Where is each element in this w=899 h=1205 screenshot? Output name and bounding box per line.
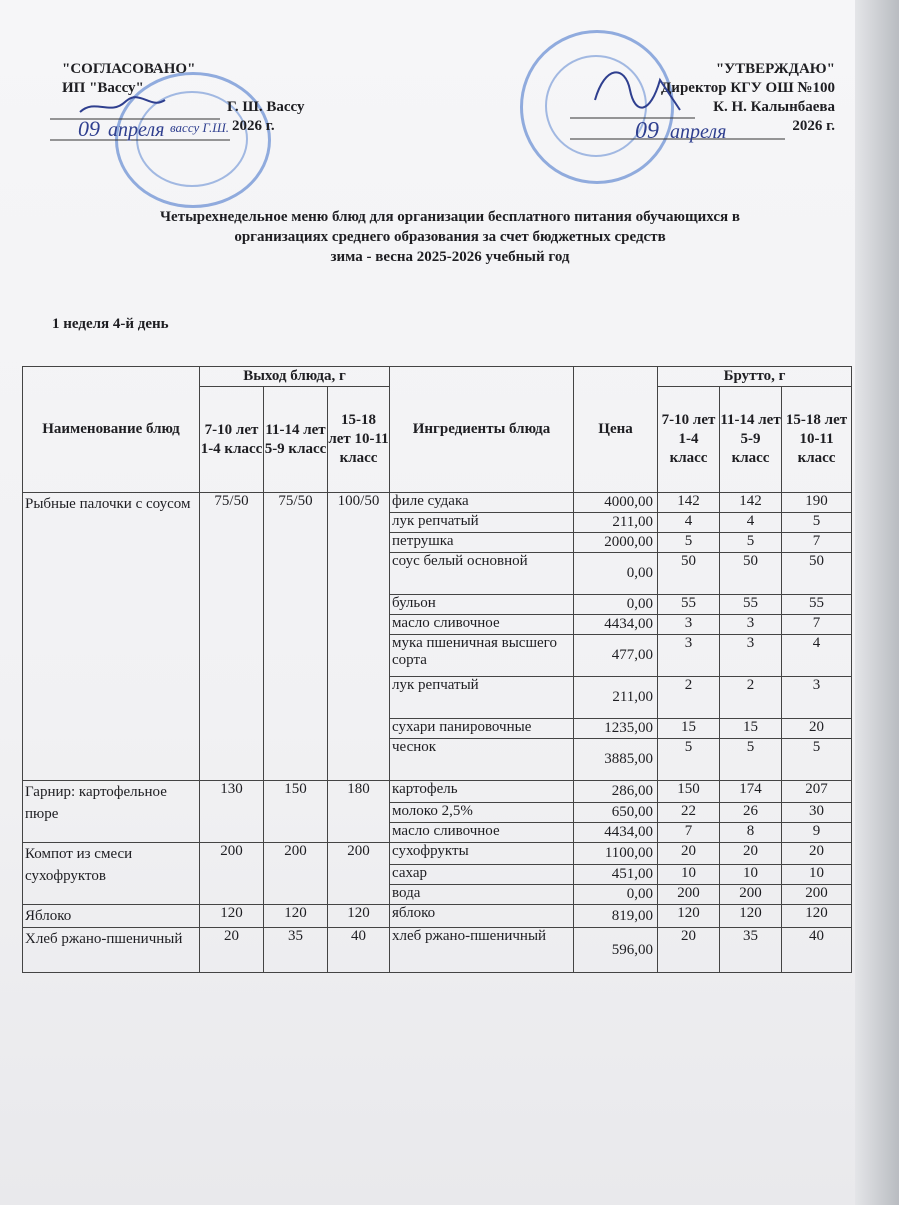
output-age-3: 180 bbox=[328, 781, 390, 843]
output-age-2: 120 bbox=[264, 905, 328, 928]
day-label: 1 неделя 4-й день bbox=[52, 316, 169, 332]
output-age-2: 150 bbox=[264, 781, 328, 843]
header-brutto-age-2: 11-14 лет 5-9 класс bbox=[720, 387, 782, 493]
brutto-age-3: 207 bbox=[782, 781, 852, 803]
approval-right-l3: К. Н. Калынбаева bbox=[713, 99, 835, 115]
output-age-1: 20 bbox=[200, 928, 264, 973]
brutto-age-3: 30 bbox=[782, 803, 852, 823]
brutto-age-2: 55 bbox=[720, 595, 782, 615]
brutto-age-1: 20 bbox=[658, 843, 720, 865]
dish-name: Хлеб ржано-пшеничный bbox=[23, 928, 200, 973]
ingredient-price: 4434,00 bbox=[574, 823, 658, 843]
ingredient-name: масло сливочное bbox=[390, 823, 574, 843]
brutto-age-1: 55 bbox=[658, 595, 720, 615]
output-age-2: 75/50 bbox=[264, 493, 328, 781]
approval-right-l4: 2026 г. bbox=[792, 118, 835, 134]
output-age-1: 120 bbox=[200, 905, 264, 928]
approval-right-l1: "УТВЕРЖДАЮ" bbox=[715, 61, 835, 77]
brutto-age-1: 20 bbox=[658, 928, 720, 973]
brutto-age-1: 22 bbox=[658, 803, 720, 823]
brutto-age-1: 7 bbox=[658, 823, 720, 843]
title-line-3: зима - весна 2025-2026 учебный год bbox=[330, 249, 570, 265]
output-age-1: 75/50 bbox=[200, 493, 264, 781]
ingredient-price: 1235,00 bbox=[574, 719, 658, 739]
brutto-age-3: 5 bbox=[782, 513, 852, 533]
document-title bbox=[60, 207, 840, 267]
ingredient-name: мука пшеничная высшего сорта bbox=[390, 635, 574, 677]
ingredient-name: сухари панировочные bbox=[390, 719, 574, 739]
ingredient-price: 0,00 bbox=[574, 595, 658, 615]
brutto-age-1: 50 bbox=[658, 553, 720, 595]
ingredient-name: чеснок bbox=[390, 739, 574, 781]
table-row bbox=[23, 493, 852, 513]
sign-right-month: апреля bbox=[670, 121, 727, 143]
brutto-age-2: 26 bbox=[720, 803, 782, 823]
ingredient-price: 650,00 bbox=[574, 803, 658, 823]
ingredient-price: 0,00 bbox=[574, 885, 658, 905]
dish-name: Гарнир: картофельное пюре bbox=[23, 781, 200, 843]
ingredient-price: 211,00 bbox=[574, 677, 658, 719]
ingredient-price: 3885,00 bbox=[574, 739, 658, 781]
signature-left bbox=[50, 90, 250, 150]
dish-name: Яблоко bbox=[23, 905, 200, 928]
header-dish-name: Наименование блюд bbox=[23, 367, 200, 493]
sign-left-name: вассу Г.Ш. bbox=[170, 120, 230, 135]
approval-left-l4: 2026 г. bbox=[232, 118, 275, 134]
brutto-age-1: 120 bbox=[658, 905, 720, 928]
header-output-age-3: 15-18 лет 10-11 класс bbox=[328, 387, 390, 493]
brutto-age-1: 5 bbox=[658, 533, 720, 553]
brutto-age-2: 20 bbox=[720, 843, 782, 865]
brutto-age-2: 10 bbox=[720, 865, 782, 885]
ingredient-name: соус белый основной bbox=[390, 553, 574, 595]
brutto-age-1: 10 bbox=[658, 865, 720, 885]
brutto-age-2: 3 bbox=[720, 635, 782, 677]
sign-right-date: 09 bbox=[635, 118, 659, 144]
sign-left-month: апреля bbox=[108, 119, 165, 141]
ingredient-price: 596,00 bbox=[574, 928, 658, 973]
approval-left-l1: "СОГЛАСОВАНО" bbox=[62, 61, 196, 77]
brutto-age-3: 7 bbox=[782, 615, 852, 635]
output-age-1: 130 bbox=[200, 781, 264, 843]
table-row bbox=[23, 905, 852, 928]
ingredient-name: петрушка bbox=[390, 533, 574, 553]
output-age-2: 35 bbox=[264, 928, 328, 973]
page-shadow bbox=[855, 0, 899, 1205]
dish-name: Компот из смеси сухофруктов bbox=[23, 843, 200, 905]
brutto-age-2: 2 bbox=[720, 677, 782, 719]
ingredient-name: сахар bbox=[390, 865, 574, 885]
ingredient-name: хлеб ржано-пшеничный bbox=[390, 928, 574, 973]
ingredient-price: 451,00 bbox=[574, 865, 658, 885]
brutto-age-3: 3 bbox=[782, 677, 852, 719]
ingredient-price: 4000,00 bbox=[574, 493, 658, 513]
brutto-age-2: 200 bbox=[720, 885, 782, 905]
brutto-age-2: 15 bbox=[720, 719, 782, 739]
ingredient-price: 477,00 bbox=[574, 635, 658, 677]
brutto-age-1: 3 bbox=[658, 615, 720, 635]
ingredient-price: 4434,00 bbox=[574, 615, 658, 635]
header-price: Цена bbox=[574, 367, 658, 493]
output-age-3: 100/50 bbox=[328, 493, 390, 781]
brutto-age-2: 3 bbox=[720, 615, 782, 635]
brutto-age-3: 55 bbox=[782, 595, 852, 615]
brutto-age-2: 174 bbox=[720, 781, 782, 803]
output-age-1: 200 bbox=[200, 843, 264, 905]
brutto-age-1: 142 bbox=[658, 493, 720, 513]
ingredient-price: 1100,00 bbox=[574, 843, 658, 865]
header-output-age-1: 7-10 лет 1-4 класс bbox=[200, 387, 264, 493]
output-age-3: 200 bbox=[328, 843, 390, 905]
ingredient-name: филе судака bbox=[390, 493, 574, 513]
approval-left-l2: ИП "Вассу" bbox=[62, 80, 144, 96]
ingredient-name: лук репчатый bbox=[390, 513, 574, 533]
ingredient-name: яблоко bbox=[390, 905, 574, 928]
brutto-age-3: 20 bbox=[782, 719, 852, 739]
ingredient-price: 0,00 bbox=[574, 553, 658, 595]
brutto-age-1: 200 bbox=[658, 885, 720, 905]
brutto-age-3: 200 bbox=[782, 885, 852, 905]
output-age-3: 120 bbox=[328, 905, 390, 928]
brutto-age-3: 7 bbox=[782, 533, 852, 553]
brutto-age-2: 142 bbox=[720, 493, 782, 513]
brutto-age-3: 190 bbox=[782, 493, 852, 513]
table-row bbox=[23, 928, 852, 973]
brutto-age-3: 9 bbox=[782, 823, 852, 843]
brutto-age-3: 10 bbox=[782, 865, 852, 885]
ingredient-price: 819,00 bbox=[574, 905, 658, 928]
header-brutto: Брутто, г bbox=[658, 367, 852, 387]
ingredient-name: вода bbox=[390, 885, 574, 905]
header-brutto-age-1: 7-10 лет 1-4 класс bbox=[658, 387, 720, 493]
brutto-age-3: 120 bbox=[782, 905, 852, 928]
brutto-age-1: 15 bbox=[658, 719, 720, 739]
header-output: Выход блюда, г bbox=[200, 367, 390, 387]
ingredient-price: 211,00 bbox=[574, 513, 658, 533]
brutto-age-3: 5 bbox=[782, 739, 852, 781]
sign-left-date: 09 bbox=[78, 116, 100, 141]
approval-left-l3: Г. Ш. Вассу bbox=[227, 99, 305, 115]
ingredient-name: сухофрукты bbox=[390, 843, 574, 865]
brutto-age-1: 2 bbox=[658, 677, 720, 719]
ingredient-name: молоко 2,5% bbox=[390, 803, 574, 823]
brutto-age-1: 5 bbox=[658, 739, 720, 781]
ingredient-price: 286,00 bbox=[574, 781, 658, 803]
output-age-2: 200 bbox=[264, 843, 328, 905]
brutto-age-1: 3 bbox=[658, 635, 720, 677]
menu-table bbox=[22, 366, 852, 973]
brutto-age-2: 50 bbox=[720, 553, 782, 595]
header-ingredients: Ингредиенты блюда bbox=[390, 367, 574, 493]
brutto-age-1: 4 bbox=[658, 513, 720, 533]
output-age-3: 40 bbox=[328, 928, 390, 973]
brutto-age-2: 35 bbox=[720, 928, 782, 973]
table-row bbox=[23, 781, 852, 803]
brutto-age-2: 4 bbox=[720, 513, 782, 533]
table-row bbox=[23, 843, 852, 865]
dish-name: Рыбные палочки с соусом bbox=[23, 493, 200, 781]
brutto-age-3: 40 bbox=[782, 928, 852, 973]
brutto-age-3: 4 bbox=[782, 635, 852, 677]
ingredient-name: масло сливочное bbox=[390, 615, 574, 635]
ingredient-name: бульон bbox=[390, 595, 574, 615]
ingredient-name: картофель bbox=[390, 781, 574, 803]
brutto-age-2: 8 bbox=[720, 823, 782, 843]
ingredient-price: 2000,00 bbox=[574, 533, 658, 553]
brutto-age-3: 20 bbox=[782, 843, 852, 865]
brutto-age-3: 50 bbox=[782, 553, 852, 595]
approval-right-l2: Директор КГУ ОШ №100 bbox=[660, 80, 835, 96]
brutto-age-2: 5 bbox=[720, 739, 782, 781]
title-line-2: организациях среднего образования за счет бюджетных средств bbox=[234, 229, 666, 245]
title-line-1: Четырехнедельное меню блюд для организации бесплатного питания обучающихся в bbox=[160, 209, 740, 225]
ingredient-name: лук репчатый bbox=[390, 677, 574, 719]
brutto-age-2: 120 bbox=[720, 905, 782, 928]
brutto-age-2: 5 bbox=[720, 533, 782, 553]
header-brutto-age-3: 15-18 лет 10-11 класс bbox=[782, 387, 852, 493]
brutto-age-1: 150 bbox=[658, 781, 720, 803]
header-output-age-2: 11-14 лет 5-9 класс bbox=[264, 387, 328, 493]
signature-right bbox=[540, 60, 790, 150]
